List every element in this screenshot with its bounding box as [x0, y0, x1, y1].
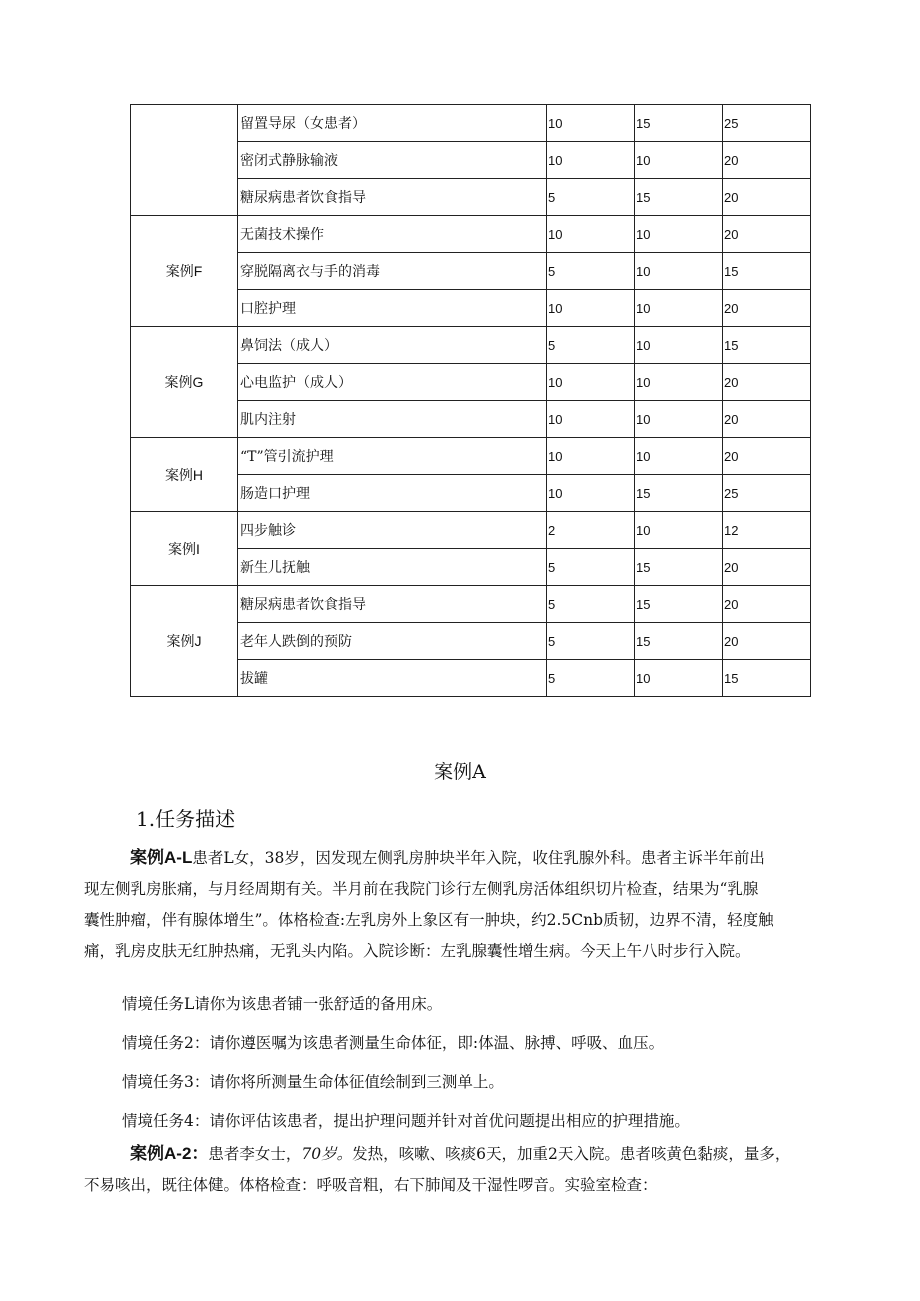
case-label: 案例A-L	[130, 848, 193, 867]
score-cell: 10	[635, 327, 723, 364]
total-cell: 15	[723, 660, 811, 697]
score-cell: 10	[547, 475, 635, 512]
case-a1-line	[84, 842, 856, 874]
total-cell: 20	[723, 438, 811, 475]
total-cell: 20	[723, 623, 811, 660]
table-row	[131, 327, 811, 364]
score-cell: 10	[635, 216, 723, 253]
score-cell: 15	[635, 475, 723, 512]
case-group-cell: 案例G	[131, 327, 238, 438]
total-cell: 20	[723, 142, 811, 179]
total-cell: 20	[723, 179, 811, 216]
item-cell: 四步触诊	[238, 512, 547, 549]
item-cell: 留置导尿（女患者）	[238, 105, 547, 142]
case-a2-text: 发热，咳嗽、咳痰6天，加重2天入院。患者咳黄色黏痰，量多，	[352, 1145, 791, 1163]
score-cell: 10	[547, 142, 635, 179]
score-cell: 10	[547, 364, 635, 401]
case-a1-text: 患者L女，38岁，因发现左侧乳房肿块半年入院，收住乳腺外科。患者主诉半年前出	[192, 849, 765, 867]
item-cell: “T”管引流护理	[238, 438, 547, 475]
total-cell: 15	[723, 253, 811, 290]
score-cell: 10	[635, 660, 723, 697]
score-cell: 5	[547, 660, 635, 697]
table-row	[131, 512, 811, 549]
task-item: 情境任务L请你为该患者铺一张舒适的备用床。	[122, 995, 443, 1013]
item-cell: 糖尿病患者饮食指导	[238, 586, 547, 623]
patient-age: 70岁。	[301, 1145, 353, 1163]
total-cell: 20	[723, 290, 811, 327]
item-cell: 无菌技术操作	[238, 216, 547, 253]
score-cell: 10	[635, 364, 723, 401]
score-cell: 5	[547, 179, 635, 216]
score-cell: 2	[547, 512, 635, 549]
case-group-cell: 案例F	[131, 216, 238, 327]
item-cell: 密闭式静脉输液	[238, 142, 547, 179]
score-cell: 5	[547, 253, 635, 290]
score-cell: 10	[635, 512, 723, 549]
item-cell: 肠造口护理	[238, 475, 547, 512]
score-cell: 10	[635, 142, 723, 179]
score-cell: 10	[635, 438, 723, 475]
case-label: 案例A-2：	[130, 1144, 209, 1163]
score-cell: 15	[635, 179, 723, 216]
item-cell: 鼻饲法（成人）	[238, 327, 547, 364]
total-cell: 20	[723, 364, 811, 401]
section-title: 案例A	[434, 761, 486, 783]
item-cell: 穿脱隔离衣与手的消毒	[238, 253, 547, 290]
total-cell: 25	[723, 105, 811, 142]
score-cell: 10	[635, 401, 723, 438]
score-cell: 10	[547, 105, 635, 142]
table-row	[131, 438, 811, 475]
table-row	[131, 105, 811, 142]
score-cell: 15	[635, 105, 723, 142]
total-cell: 15	[723, 327, 811, 364]
score-cell: 10	[547, 438, 635, 475]
table-row	[131, 586, 811, 623]
item-cell: 糖尿病患者饮食指导	[238, 179, 547, 216]
item-cell: 心电监护（成人）	[238, 364, 547, 401]
score-cell: 10	[547, 216, 635, 253]
score-cell: 15	[635, 623, 723, 660]
item-cell: 肌内注射	[238, 401, 547, 438]
task-item: 情境任务4：请你评估该患者，提出护理问题并针对首优问题提出相应的护理措施。	[122, 1112, 690, 1130]
item-cell: 老年人跌倒的预防	[238, 623, 547, 660]
case-a1-line: 囊性肿瘤，伴有腺体增生”。体格检查:左乳房外上象区有一肿块，约2.5Cnb质韧，边界不清，轻度触	[84, 911, 774, 929]
score-cell: 10	[635, 253, 723, 290]
score-cell: 5	[547, 549, 635, 586]
total-cell: 25	[723, 475, 811, 512]
task-item: 情境任务3：请你将所测量生命体征值绘制到三测单上。	[122, 1073, 504, 1091]
table-row	[131, 216, 811, 253]
case-group-cell: 案例I	[131, 512, 238, 586]
case-group-cell	[131, 105, 238, 216]
case-group-cell: 案例H	[131, 438, 238, 512]
total-cell: 20	[723, 586, 811, 623]
score-cell: 10	[547, 401, 635, 438]
task-item: 情境任务2：请你遵医嘱为该患者测量生命体征，即:体温、脉搏、呼吸、血压。	[122, 1034, 665, 1052]
case-a2-line	[84, 1138, 856, 1170]
score-cell: 15	[635, 586, 723, 623]
total-cell: 20	[723, 549, 811, 586]
score-cell: 5	[547, 623, 635, 660]
item-cell: 口腔护理	[238, 290, 547, 327]
scoring-table	[130, 104, 811, 697]
score-cell: 15	[635, 549, 723, 586]
total-cell: 20	[723, 401, 811, 438]
item-cell: 拔罐	[238, 660, 547, 697]
task-description-heading: 1.任务描述	[136, 807, 236, 831]
case-group-cell: 案例J	[131, 586, 238, 697]
case-a2-line: 不易咳出，既往体健。体格检查：呼吸音粗，右下肺闻及干湿性啰音。实验室检查：	[84, 1176, 658, 1194]
case-a1-line: 现左侧乳房胀痛，与月经周期有关。半月前在我院门诊行左侧乳房活体组织切片检查，结果为“乳腺	[84, 880, 759, 898]
item-cell: 新生儿抚触	[238, 549, 547, 586]
score-cell: 10	[547, 290, 635, 327]
case-a2-text: 患者李女士，	[208, 1145, 302, 1163]
score-cell: 10	[635, 290, 723, 327]
total-cell: 20	[723, 216, 811, 253]
total-cell: 12	[723, 512, 811, 549]
score-cell: 5	[547, 327, 635, 364]
case-a1-paragraph	[84, 842, 856, 967]
score-cell: 5	[547, 586, 635, 623]
case-a2-paragraph	[84, 1138, 856, 1201]
case-a1-line: 痛，乳房皮肤无红肿热痛，无乳头内陷。入院诊断：左乳腺囊性增生病。今天上午八时步行入院。	[84, 942, 751, 960]
